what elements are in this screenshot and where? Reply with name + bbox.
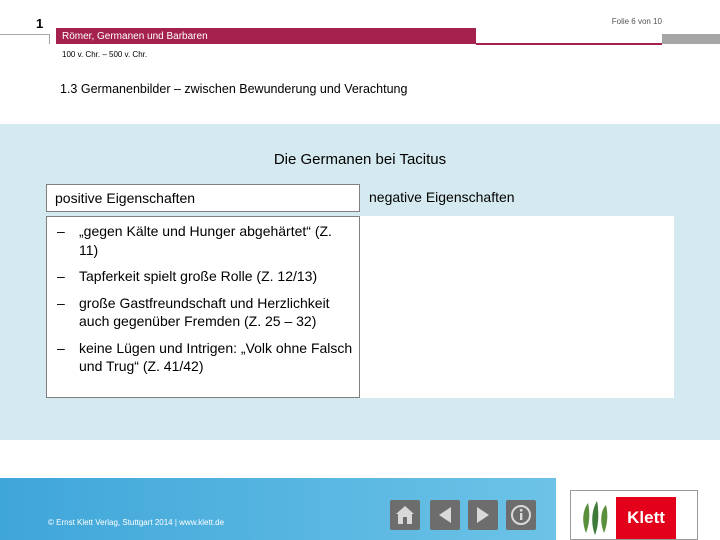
- table-caption: Die Germanen bei Tacitus: [273, 151, 447, 168]
- positive-header-box: [46, 184, 360, 212]
- list-item-text: „gegen Kälte und Hunger abgehärtet“ (Z. 11): [79, 223, 332, 258]
- home-button[interactable]: [390, 500, 420, 530]
- list-dash: –: [57, 223, 65, 239]
- positive-list: [54, 222, 354, 384]
- grey-tab: [662, 34, 720, 44]
- negative-header-label: negative Eigenschaften: [369, 189, 515, 205]
- section-title: 1.3 Germanenbilder – zwischen Bewunderung und Verachtung: [60, 82, 408, 96]
- previous-icon: [434, 504, 456, 526]
- chapter-number: 1: [36, 16, 44, 31]
- list-item: [54, 339, 354, 376]
- list-dash: –: [57, 339, 65, 356]
- home-icon: [394, 504, 416, 526]
- previous-button[interactable]: [430, 500, 460, 530]
- klett-logo: [616, 497, 676, 539]
- list-item: [54, 294, 354, 331]
- info-button[interactable]: [506, 500, 536, 530]
- negative-list-box: [360, 216, 674, 398]
- topic-bar: [56, 28, 476, 44]
- next-button[interactable]: [468, 500, 498, 530]
- topic-title: Römer, Germanen und Barbaren: [62, 31, 208, 42]
- list-item-text: keine Lügen und Intrigen: „Volk ohne Falsch und Trug“ (Z. 41/42): [79, 339, 353, 374]
- chapter-bracket: [0, 34, 50, 44]
- list-item-text: große Gastfreundschaft und Herzlichkeit auch gegenüber Fremden (Z. 25 – 32): [79, 294, 330, 329]
- list-item: [54, 267, 354, 286]
- list-item: [54, 222, 354, 259]
- footer-copyright: © Ernst Klett Verlag, Stuttgart 2014 | www.klett.de: [48, 518, 225, 527]
- klett-logo-text: Klett: [627, 508, 665, 527]
- list-item-text: Tapferkeit spielt große Rolle (Z. 12/13): [79, 268, 318, 284]
- info-icon: [510, 504, 532, 526]
- list-dash: –: [57, 294, 65, 311]
- slide-counter: Folie 6 von 10: [611, 17, 662, 26]
- topic-bar-underline: [476, 43, 662, 45]
- next-icon: [472, 504, 494, 526]
- klett-emblem-icon: [578, 497, 612, 539]
- list-dash: –: [57, 268, 65, 284]
- timeframe: 100 v. Chr. – 500 v. Chr.: [62, 50, 148, 59]
- positive-header-label: positive Eigenschaften: [55, 190, 196, 206]
